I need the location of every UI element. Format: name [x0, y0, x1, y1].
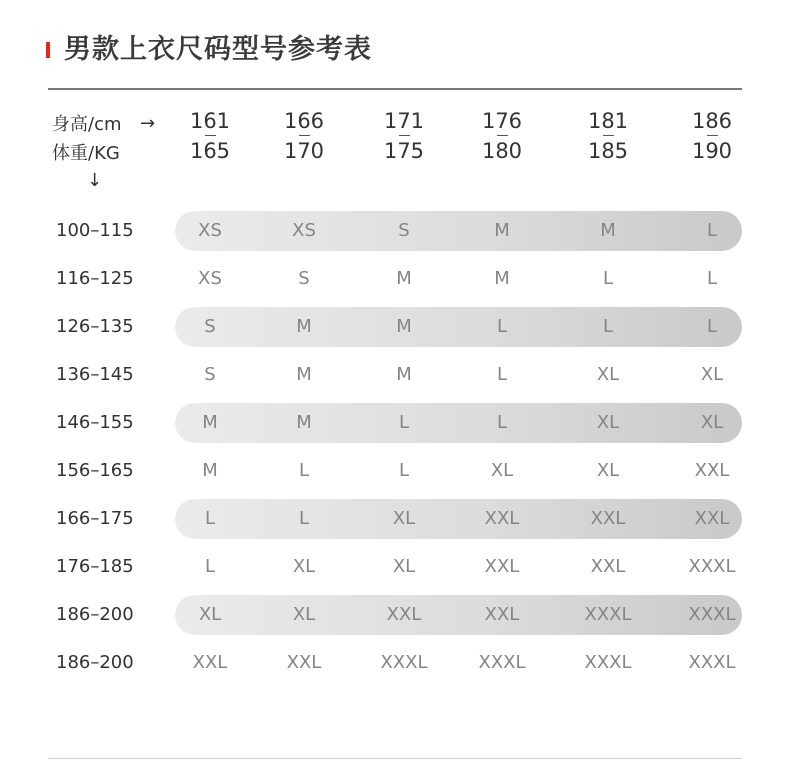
size-cell: M [296, 364, 312, 385]
size-cell: L [204, 508, 216, 529]
size-cell: XXL [484, 604, 520, 625]
arrow-right-icon: → [140, 113, 156, 134]
page-title: 男款上衣尺码型号参考表 [64, 34, 372, 65]
size-cell: XL [292, 604, 316, 625]
height-column-header [264, 107, 344, 166]
weight-axis-label: 体重/KG [52, 143, 120, 164]
weight-row-label: 156–165 [56, 460, 134, 481]
size-cell: XXXL [584, 604, 632, 625]
size-cell: L [496, 364, 508, 385]
size-cell: XL [198, 604, 222, 625]
size-cell: XXXL [688, 556, 736, 577]
height-column-header [364, 107, 444, 166]
size-cell: M [296, 316, 312, 337]
size-cell: M [396, 316, 412, 337]
size-cell: XXL [694, 460, 730, 481]
height-range-start: 161 [189, 109, 231, 133]
size-cell: XXL [694, 508, 730, 529]
size-cell: L [204, 556, 216, 577]
range-dash [205, 135, 216, 136]
row-highlight-band [175, 595, 742, 635]
weight-row-label: 100–115 [56, 220, 134, 241]
height-range-start: 176 [481, 109, 523, 133]
title-divider [48, 88, 742, 90]
size-cell: L [602, 316, 614, 337]
size-cell: XXL [590, 508, 626, 529]
size-cell: L [706, 268, 718, 289]
weight-row-label: 136–145 [56, 364, 134, 385]
size-cell: M [202, 412, 218, 433]
size-cell: S [298, 268, 310, 289]
size-cell: XXXL [584, 652, 632, 673]
size-cell: L [298, 460, 310, 481]
size-cell: M [296, 412, 312, 433]
arrow-down-icon: ↓ [87, 170, 103, 191]
size-cell: M [494, 220, 510, 241]
title-accent-bar [46, 42, 50, 58]
weight-row-label: 166–175 [56, 508, 134, 529]
size-cell: XXXL [688, 604, 736, 625]
height-range-start: 166 [283, 109, 325, 133]
size-cell: XXXL [478, 652, 526, 673]
bottom-divider [48, 758, 742, 759]
weight-row-label: 146–155 [56, 412, 134, 433]
row-highlight-band [175, 403, 742, 443]
size-cell: L [298, 508, 310, 529]
size-cell: XL [700, 364, 724, 385]
row-highlight-band [175, 307, 742, 347]
height-column-header [170, 107, 250, 166]
row-highlight-band [175, 211, 742, 251]
size-cell: S [204, 364, 216, 385]
row-highlight-band [175, 499, 742, 539]
size-cell: XXL [484, 508, 520, 529]
height-column-header [672, 107, 752, 166]
size-cell: S [398, 220, 410, 241]
height-column-header [462, 107, 542, 166]
height-range-end: 180 [481, 139, 523, 163]
size-cell: M [396, 268, 412, 289]
size-cell: XL [292, 556, 316, 577]
size-cell: XXL [286, 652, 322, 673]
height-column-header [568, 107, 648, 166]
size-cell: XS [198, 220, 222, 241]
size-cell: XL [392, 508, 416, 529]
size-cell: XL [392, 556, 416, 577]
size-cell: L [398, 460, 410, 481]
height-range-start: 171 [383, 109, 425, 133]
range-dash [707, 135, 718, 136]
size-cell: XL [596, 364, 620, 385]
size-cell: XXXL [688, 652, 736, 673]
range-dash [497, 135, 508, 136]
size-cell: XXL [192, 652, 228, 673]
size-cell: L [602, 268, 614, 289]
range-dash [603, 135, 614, 136]
size-cell: XL [700, 412, 724, 433]
size-cell: XL [596, 412, 620, 433]
size-cell: L [496, 412, 508, 433]
size-cell: XS [292, 220, 316, 241]
size-cell: L [496, 316, 508, 337]
height-range-end: 165 [189, 139, 231, 163]
height-range-end: 185 [587, 139, 629, 163]
size-cell: M [202, 460, 218, 481]
size-cell: L [706, 220, 718, 241]
height-range-end: 175 [383, 139, 425, 163]
size-cell: XS [198, 268, 222, 289]
size-cell: L [706, 316, 718, 337]
size-cell: M [600, 220, 616, 241]
range-dash [299, 135, 310, 136]
weight-row-label: 176–185 [56, 556, 134, 577]
weight-row-label: 186–200 [56, 604, 134, 625]
size-cell: M [396, 364, 412, 385]
size-cell: XL [490, 460, 514, 481]
height-range-start: 181 [587, 109, 629, 133]
size-cell: XL [596, 460, 620, 481]
size-cell: XXL [590, 556, 626, 577]
weight-row-label: 126–135 [56, 316, 134, 337]
weight-row-label: 116–125 [56, 268, 134, 289]
size-cell: XXL [386, 604, 422, 625]
weight-row-label: 186–200 [56, 652, 134, 673]
size-cell: XXL [484, 556, 520, 577]
range-dash [399, 135, 410, 136]
size-cell: S [204, 316, 216, 337]
height-axis-label: 身高/cm [52, 114, 122, 135]
height-range-end: 190 [691, 139, 733, 163]
size-cell: XXXL [380, 652, 428, 673]
height-range-end: 170 [283, 139, 325, 163]
height-range-start: 186 [691, 109, 733, 133]
size-cell: M [494, 268, 510, 289]
size-cell: L [398, 412, 410, 433]
